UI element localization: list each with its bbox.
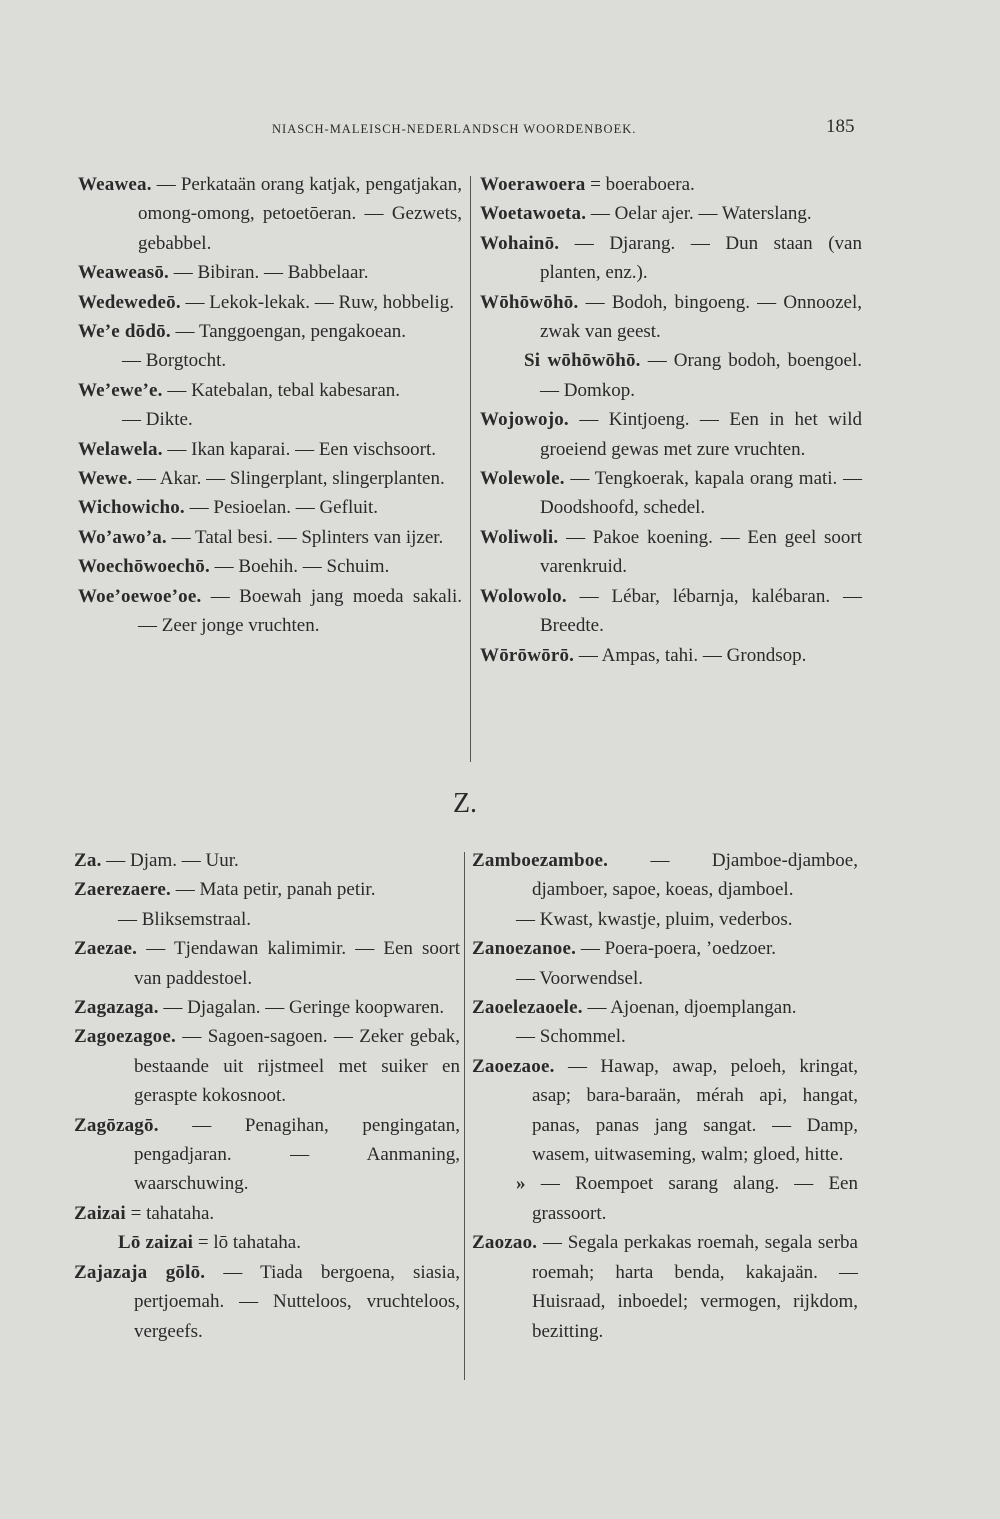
entry-headword: We’e dōdō. [78,321,171,343]
entry-headword: » [516,1173,526,1195]
entry-definition: — Bodoh, bingoeng. — Onnoozel, zwak van geest. [540,291,862,343]
dictionary-entry [480,523,862,582]
dictionary-entry [74,993,460,1022]
column-lower-right [472,846,858,1346]
entry-definition: — Lekok-lekak. — Ruw, hobbelig. [180,291,454,313]
entry-headword: Woe’oewoe’oe. [78,585,202,607]
dictionary-entry [480,405,862,464]
entry-definition: = tahataha. [125,1202,215,1224]
entry-headword: Wichowicho. [78,497,185,519]
entry-definition: — Kwast, kwastje, pluim, vederbos. [516,908,793,930]
entry-definition: — Tengkoerak, kapala orang mati. — Doodshoofd, schedel. [540,468,862,519]
entry-headword: Woechōwoechō. [78,556,210,578]
dictionary-entry [472,905,858,934]
entry-headword: Wedewedeō. [78,291,181,313]
dictionary-entry [480,229,862,288]
entry-headword: Weawea. [78,174,152,195]
section-letter: Z. [452,788,478,819]
dictionary-entry [78,493,462,522]
entry-definition: — Boewah jang moeda sakali. — Zeer jonge vruchten. [138,585,462,637]
entry-headword: Zaozao. [472,1232,538,1254]
column-lower-left [74,846,460,1346]
entry-headword: Wōhōwōhō. [480,291,579,313]
entry-headword: Woetawoeta. [480,203,587,225]
entry-definition: — Djarang. — Dun staan (van planten, enz.). [540,232,862,284]
entry-definition: — Oelar ajer. — Waterslang. [586,203,812,225]
entry-headword: Zanoezanoe. [472,938,577,960]
entry-definition: — Tiada bergoena, siasia, pertjoemah. — Nutteloos, vruchteloos, vergeefs. [134,1261,460,1342]
entry-definition: — Djagalan. — Geringe koopwaren. [158,997,445,1019]
dictionary-entry [74,1022,460,1110]
entry-headword: Woerawoera [480,174,586,195]
dictionary-entry [480,582,862,641]
entry-definition: — Pesioelan. — Gefluit. [184,497,379,519]
entry-definition: — Ampas, tahi. — Grondsop. [574,644,807,666]
entry-definition: — Tatal besi. — Splinters van ijzer. [166,526,444,548]
dictionary-entry [78,346,462,375]
dictionary-entry [472,1022,858,1051]
entry-definition: — Pakoe koening. — Een geel soort varenkruid. [540,526,862,578]
entry-headword: Zagōzagō. [74,1114,159,1136]
entry-headword: Si wōhōwōhō. [524,350,641,372]
entry-headword: Zaezae. [74,938,138,960]
entry-definition: — Roempoet sarang alang. — Een grassoort. [525,1173,858,1224]
entry-definition: — Voorwendsel. [516,967,644,989]
dictionary-entry [78,376,462,405]
dictionary-entry [74,846,460,875]
entry-headword: Wōrōwōrō. [480,644,575,666]
entry-headword: Wolewole. [480,468,565,490]
entry-definition: — Orang bodoh, boengoel. — Domkop. [540,350,862,401]
dictionary-entry [472,846,858,905]
entry-headword: Lō zaizai [118,1232,194,1254]
column-upper-left [78,170,462,641]
entry-headword: Zaoezaoe. [472,1055,555,1077]
entry-headword: Weaweasō. [78,262,169,284]
dictionary-entry [472,1228,858,1346]
column-upper-right [480,170,862,670]
entry-definition: — Lébar, lébarnja, kalébaran. — Breedte. [540,585,862,637]
column-divider-upper [470,176,471,762]
entry-definition: — Hawap, awap, peloeh, kringat, asap; bara-baraän, mérah api, hangat, panas, panas jang sangat. — Damp, wasem, uitwaseming, walm; gloed, hitte. [532,1055,858,1166]
entry-definition: — Kintjoeng. — Een in het wild groeiend gewas met zure vruchten. [540,409,862,460]
entry-headword: Zamboezamboe. [472,850,609,871]
dictionary-entry [78,170,462,258]
dictionary-entry [78,435,462,464]
dictionary-entry [74,875,460,904]
dictionary-entry [472,934,858,963]
dictionary-entry [74,1111,460,1199]
entry-definition: — Bliksemstraal. [118,908,251,930]
entry-headword: Wohainō. [480,232,560,254]
entry-definition: — Poera-poera, ’oedzoer. [576,938,776,960]
entry-headword: Zaerezaere. [74,879,171,901]
dictionary-entry [74,1199,460,1228]
dictionary-entry [472,1052,858,1170]
dictionary-entry [480,346,862,405]
header-title: NIASCH-MALEISCH-NEDERLANDSCH WOORDENBOEK. [272,122,637,136]
dictionary-entry [78,582,462,641]
dictionary-entry [472,993,858,1022]
entry-headword: Zaizai [74,1202,126,1224]
entry-definition: — Perkataän orang katjak, pengatjakan, omong-omong, petoetōeran. — Gezwets, gebabbel. [138,174,462,254]
dictionary-entry [78,464,462,493]
dictionary-entry [480,288,862,347]
dictionary-entry [74,1228,460,1257]
entry-definition: — Katebalan, tebal kabesaran. [162,379,401,401]
entry-headword: Wolowolo. [480,585,567,607]
entry-headword: Za. [74,850,102,871]
dictionary-entry [480,641,862,670]
dictionary-entry [78,288,462,317]
dictionary-entry [78,405,462,434]
dictionary-entry [472,1169,858,1228]
entry-definition: — Ikan kaparai. — Een vischsoort. [162,438,436,460]
entry-headword: Welawela. [78,438,163,460]
entry-headword: Wo’awo’a. [78,526,167,548]
entry-headword: Wewe. [78,468,133,490]
entry-definition: = lō tahataha. [193,1232,301,1254]
entry-definition: — Segala perkakas roemah, segala serba roemah; harta benda, kakajaän. — Huisraad, inboedel; vermogen, rijkdom, bezitting. [532,1232,858,1342]
entry-definition: — Bibiran. — Babbelaar. [168,262,369,284]
entry-definition: — Penagihan, pengingatan, pengadjaran. — Aanmaning, waarschuwing. [134,1114,460,1195]
entry-definition: — Akar. — Slingerplant, slingerplanten. [132,468,445,490]
dictionary-entry [78,523,462,552]
entry-definition: — Boehih. — Schuim. [209,556,390,578]
entry-definition: — Dikte. [122,409,193,431]
entry-headword: We’ewe’e. [78,379,163,401]
entry-definition: = boeraboera. [585,174,695,195]
dictionary-entry [480,464,862,523]
dictionary-entry [480,199,862,228]
dictionary-entry [472,964,858,993]
dictionary-entry [74,905,460,934]
entry-definition: — Djamboe-djamboe, djamboer, sapoe, koeas, djamboel. [532,850,858,901]
entry-definition: — Tanggoengan, pengakoean. [170,321,406,343]
entry-headword: Wojowojo. [480,409,569,431]
dictionary-entry [78,317,462,346]
running-header [0,118,1000,142]
entry-definition: — Mata petir, panah petir. [170,879,376,901]
entry-definition: — Schommel. [516,1026,626,1048]
entry-headword: Zagoezagoe. [74,1026,176,1048]
entry-headword: Woliwoli. [480,526,559,548]
entry-definition: — Djam. — Uur. [101,850,239,871]
entry-headword: Zaoelezaoele. [472,997,583,1019]
entry-headword: Zajazaja gōlō. [74,1261,206,1283]
page-number: 185 [826,116,855,137]
dictionary-entry [74,934,460,993]
dictionary-entry [480,170,862,199]
dictionary-entry [78,258,462,287]
dictionary-entry [74,1258,460,1346]
entry-definition: — Ajoenan, djoemplangan. [582,997,797,1019]
entry-headword: Zagazaga. [74,997,159,1019]
entry-definition: — Tjendawan kalimimir. — Een soort van paddestoel. [134,938,460,989]
column-divider-lower [464,852,465,1380]
entry-definition: — Borgtocht. [122,350,227,372]
dictionary-entry [78,552,462,581]
entry-definition: — Sagoen-sagoen. — Zeker gebak, bestaande uit rijstmeel met suiker en geraspte kokosnoot. [134,1026,460,1107]
